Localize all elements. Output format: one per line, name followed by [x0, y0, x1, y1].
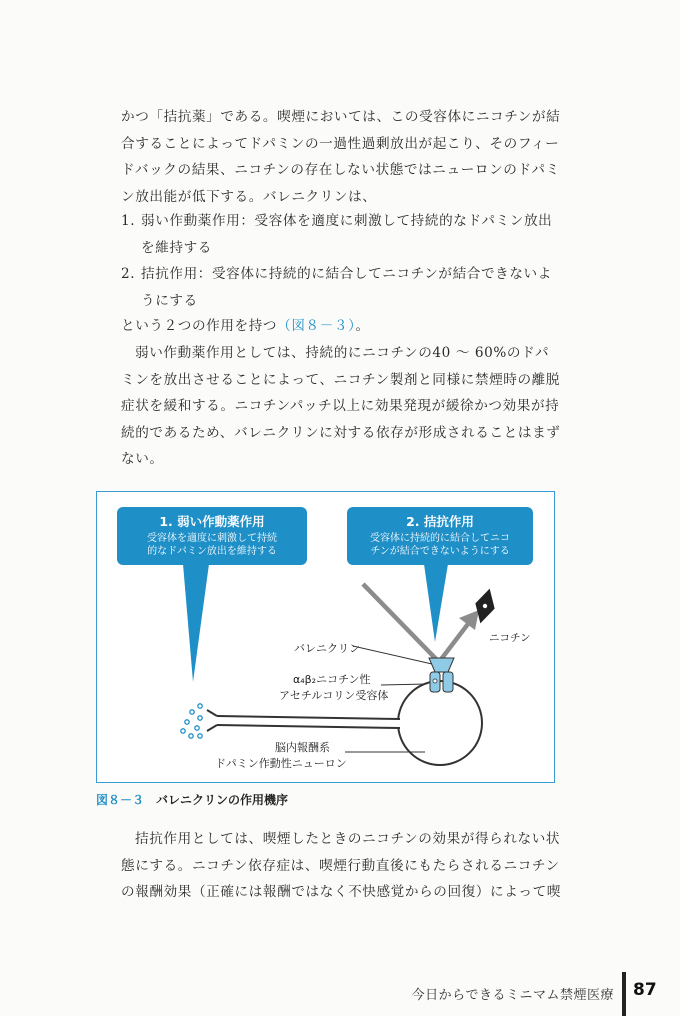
- list-number: 1.: [121, 213, 136, 229]
- list-text: 弱い作動薬作用：受容体を適度に刺激して持続的なドパミン放出を維持する: [141, 213, 553, 256]
- figure-reference-link[interactable]: （図８－３）: [277, 318, 356, 334]
- mechanism-diagram: [97, 492, 556, 784]
- receptor-label-2: アセチルコリン受容体: [279, 689, 389, 702]
- box2-line2: チンが結合できないようにする: [370, 546, 510, 557]
- dopamine-particles: [181, 704, 202, 738]
- box1-line2: 的なドパミン放出を維持する: [147, 546, 277, 557]
- paragraph-5: 拮抗作用としては、喫煙したときのニコチンの効果が得られない状態にする。ニコチン依存症は、喫煙行動直後にもたらされるニコチンの報酬効果（正確には報酬ではなく不快感覚からの回復）によって喫: [121, 831, 562, 900]
- list-text: 拮抗作用：受容体に持続的に結合してニコチンが結合できないようにする: [141, 266, 552, 309]
- box2-line1: 受容体に持続的に結合してニコ: [370, 533, 510, 544]
- box1-title: 1. 弱い作動薬作用: [159, 514, 265, 529]
- page-number: 87: [633, 980, 657, 1000]
- p3-text: という２つの作用を持つ: [121, 318, 278, 334]
- nicotine-label: ニコチン: [489, 632, 531, 644]
- action-list: [121, 208, 561, 314]
- list-number: 2.: [121, 266, 136, 282]
- figure-caption: [96, 791, 288, 808]
- list-item: [121, 261, 561, 314]
- paragraph-1: かつ「拮抗薬」である。喫煙においては、この受容体にニコチンが結合することによってドパミンの一過性過剰放出が起こり、そのフィードバックの結果、ニコチンの存在しない状態ではニューロンのドパミン放出能が低下する。バレニクリンは、: [121, 109, 561, 205]
- callout-antagonist: [347, 507, 533, 642]
- figure-number: 図８－３: [96, 793, 145, 807]
- neuron-label-1: 脳内報酬系: [275, 741, 330, 754]
- receptor-label-1: α₄β₂ニコチン性: [293, 673, 371, 686]
- deflection-arrow: [363, 584, 479, 662]
- paragraph-3: [121, 313, 561, 340]
- box1-line1: 受容体を適度に刺激して持続: [147, 533, 277, 544]
- box2-title: 2. 拮抗作用: [406, 514, 474, 529]
- list-item: [121, 208, 561, 261]
- figure-8-3: [96, 491, 555, 783]
- footer-divider: [622, 972, 626, 1016]
- footer-book-title: 今日からできるミニマム禁煙医療: [411, 988, 614, 1003]
- callout-agonist: [117, 507, 307, 682]
- figure-title: バレニクリンの作用機序: [156, 793, 289, 807]
- neuron-label-2: ドパミン作動性ニューロン: [215, 757, 347, 770]
- varenicline-label: バレニクリン: [294, 642, 360, 655]
- paragraph-4: 弱い作動薬作用としては、持続的にニコチンの40 ～ 60%のドパミンを放出させることによって、ニコチン製剤と同様に禁煙時の離脱症状を緩和する。ニコチンパッチ以上に効果発現が緩徐かつ効果が持続的であるため、バレニクリンに対する依存が形成されることはまずない。: [121, 345, 561, 467]
- p3-end: 。: [355, 318, 370, 334]
